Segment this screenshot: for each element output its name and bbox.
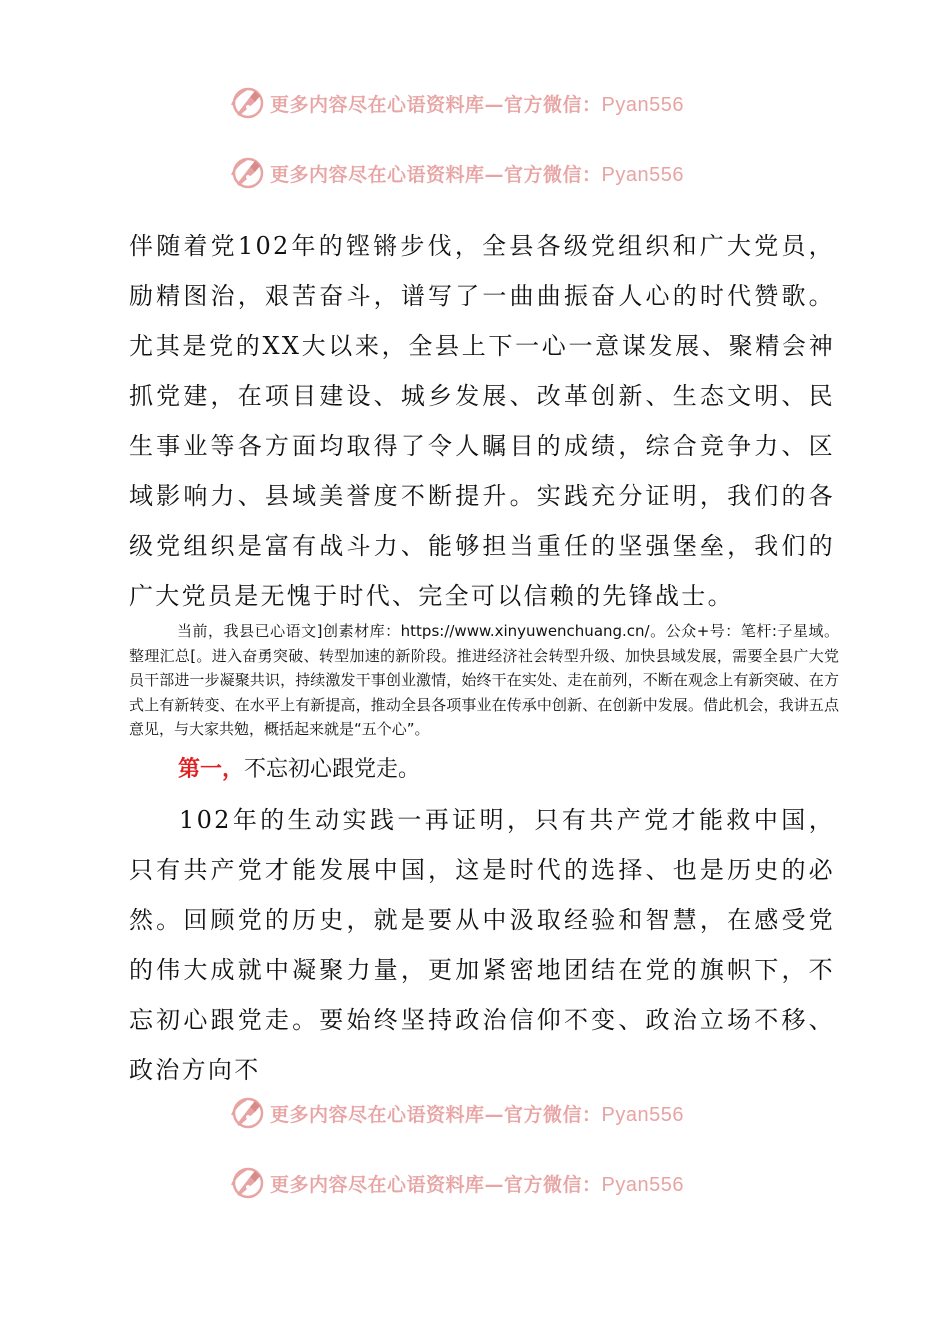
watermark-banner <box>228 153 728 193</box>
watermark-text: 更多内容尽在心语资料库—官方微信：Pyan556 <box>270 1173 684 1196</box>
watermark-wechat-id: Pyan556 <box>601 163 684 186</box>
watermark-text: 更多内容尽在心语资料库—官方微信：Pyan556 <box>270 163 684 186</box>
body-paragraph-small: 当前，我县已心语文]创素材库：https://www.xinyuwenchuang.cn/。公众+号：笔杆:子星域。整理汇总[。进入奋勇突破、转型加速的新阶段。推进经济社会转型升级、加快县域发展，需要全县广大党员干部进一步凝聚共识，持续激发干事创业激情，始终干在实处、走在前列，不断在观念上有新突破、在方式上有新转变、在水平上有新提高，推动全县各项事业在传承中创新、在创新中发展。借此机会，我讲五点意见，与大家共勉，概括起来就是“五个心”。 <box>129 622 839 738</box>
section-heading-title: 不忘初心跟党走。 <box>244 757 421 782</box>
watermark-banner <box>228 1093 728 1133</box>
body-paragraph-1: 伴随着党102年的铿锵步伐，全县各级党组织和广大党员，励精图治，艰苦奋斗，谱写了一曲曲振奋人心的时代赞歌。尤其是党的XX大以来，全县上下一心一意谋发展、聚精会神抓党建，在项目建设、城乡发展、改革创新、生态文明、民生事业等各方面均取得了令人瞩目的成绩，综合竞争力、区域影响力、县域美誉度不断提升。实践充分证明，我们的各级党组织是富有战斗力、能够担当重任的坚强堡垒，我们的广大党员是无愧于时代、完全可以信赖的先锋战士。 <box>129 232 835 610</box>
section-heading <box>178 750 420 790</box>
section-heading-lead: 第一， <box>178 757 245 782</box>
pen-nib-logo-icon <box>228 83 268 123</box>
watermark-wechat-id: Pyan556 <box>601 1103 684 1126</box>
pen-nib-logo-icon <box>228 1093 268 1133</box>
pen-nib-logo-icon <box>228 153 268 193</box>
watermark-wechat-id: Pyan556 <box>601 93 684 116</box>
watermark-banner <box>228 1163 728 1203</box>
watermark-banner <box>228 83 728 123</box>
watermark-text: 更多内容尽在心语资料库—官方微信：Pyan556 <box>270 1103 684 1126</box>
body-paragraph-2: 102年的生动实践一再证明，只有共产党才能救中国，只有共产党才能发展中国，这是时代的选择、也是历史的必然。回顾党的历史，就是要从中汲取经验和智慧，在感受党的伟大成就中凝聚力量，更加紧密地团结在党的旗帜下，不忘初心跟党走。要始终坚持政治信仰不变、政治立场不移、政治方向不 <box>129 806 835 1084</box>
pen-nib-logo-icon <box>228 1163 268 1203</box>
watermark-wechat-id: Pyan556 <box>601 1173 684 1196</box>
watermark-text: 更多内容尽在心语资料库—官方微信：Pyan556 <box>270 93 684 116</box>
